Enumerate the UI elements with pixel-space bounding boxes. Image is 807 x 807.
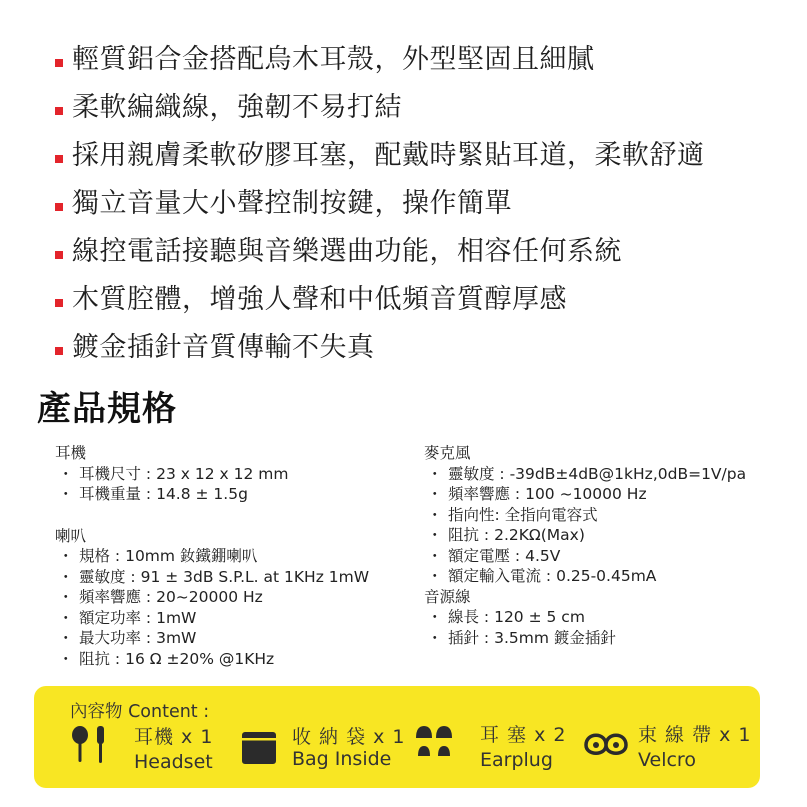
section-title-speaker: 喇叭 — [55, 526, 87, 545]
bullet-dot: ・ — [427, 526, 443, 544]
content-label-zh: 耳 塞 x 2 — [480, 724, 567, 746]
bullet-dot: ・ — [58, 464, 74, 483]
bullet-square — [55, 155, 63, 163]
spec-line — [424, 525, 804, 546]
spec-line — [55, 608, 415, 629]
section-title-cable: 音源線 — [424, 587, 471, 606]
bullet-square — [55, 59, 63, 67]
spec-text: 插針 : 3.5mm 鍍金插針 — [448, 628, 616, 647]
spec-text: 阻抗 : 2.2KΩ(Max) — [448, 526, 585, 544]
spec-line — [55, 649, 415, 670]
content-label-en: Earplug — [480, 749, 553, 771]
spec-text: 額定功率 : 1mW — [79, 608, 197, 627]
spec-column-right — [424, 443, 804, 648]
feature-item — [55, 224, 705, 272]
bag-icon — [240, 728, 280, 772]
spec-line — [55, 484, 415, 505]
bullet-dot: ・ — [427, 546, 443, 565]
feature-text: 獨立音量大小聲控制按鍵，操作簡單 — [72, 187, 512, 219]
feature-item — [55, 176, 705, 224]
feature-item — [55, 128, 705, 176]
feature-item — [55, 80, 705, 128]
bullet-dot: ・ — [427, 628, 443, 647]
content-label-en: Velcro — [638, 749, 696, 771]
bullet-dot: ・ — [58, 649, 74, 668]
content-item-velcro — [580, 724, 760, 776]
spec-text: 最大功率 : 3mW — [79, 629, 197, 647]
spec-text: 阻抗 : 16 Ω ±20% @1KHz — [79, 649, 275, 668]
spec-line — [424, 607, 804, 628]
feature-item — [55, 32, 705, 80]
spec-line — [55, 567, 415, 588]
content-label-zh: 耳機 x 1 — [134, 726, 214, 748]
contents-title: 內容物 Content : — [70, 702, 210, 722]
spec-text: 線長 : 120 ± 5 cm — [448, 608, 585, 626]
bullet-dot: ・ — [58, 547, 74, 565]
spec-line — [55, 546, 415, 567]
content-item-bag — [240, 724, 440, 776]
spec-text: 靈敏度 : 91 ± 3dB S.P.L. at 1KHz 1mW — [79, 567, 370, 586]
spec-text: 靈敏度 : -39dB±4dB@1kHz,0dB=1V/pa — [448, 464, 747, 483]
spec-text: 頻率響應 : 20~20000 Hz — [79, 588, 263, 606]
feature-text: 柔軟編織線，強韌不易打結 — [72, 91, 402, 123]
spec-text: 額定輸入電流 : 0.25-0.45mA — [448, 567, 657, 585]
content-label-zh: 收 納 袋 x 1 — [292, 726, 406, 748]
bullet-dot: ・ — [427, 608, 443, 626]
bullet-dot: ・ — [58, 567, 74, 586]
spec-text: 頻率響應 : 100 ~10000 Hz — [448, 485, 647, 503]
bullet-square — [55, 299, 63, 307]
feature-text: 採用親膚柔軟矽膠耳塞，配戴時緊貼耳道，柔軟舒適 — [72, 139, 705, 171]
content-label-zh: 束 線 帶 x 1 — [638, 724, 752, 746]
feature-text: 輕質鋁合金搭配烏木耳殼，外型堅固且細膩 — [72, 43, 595, 75]
bullet-square — [55, 347, 63, 355]
content-label-en: Bag Inside — [292, 748, 392, 770]
feature-text: 線控電話接聽與音樂選曲功能，相容任何系統 — [72, 235, 622, 267]
spec-text: 耳機尺寸 : 23 x 12 x 12 mm — [79, 464, 289, 483]
bullet-dot: ・ — [58, 629, 74, 647]
bullet-dot: ・ — [58, 608, 74, 627]
spec-line — [424, 464, 804, 485]
bullet-dot: ・ — [427, 485, 443, 503]
feature-item — [55, 320, 705, 368]
package-contents-box — [34, 686, 760, 788]
spec-line — [424, 566, 804, 587]
spec-line — [424, 628, 804, 649]
bullet-dot: ・ — [427, 567, 443, 585]
spec-line — [55, 464, 415, 485]
bullet-square — [55, 251, 63, 259]
bullet-square — [55, 203, 63, 211]
bullet-dot: ・ — [58, 588, 74, 606]
section-title-microphone: 麥克風 — [424, 444, 471, 462]
earphones-icon — [70, 724, 114, 768]
feature-text: 木質腔體，增強人聲和中低頻音質醇厚感 — [72, 283, 567, 315]
spec-line — [424, 484, 804, 505]
spec-column-left — [55, 443, 415, 669]
spec-line — [55, 587, 415, 608]
earplug-icon — [414, 724, 458, 764]
feature-text: 鍍金插針音質傳輸不失真 — [72, 331, 375, 363]
spec-text: 耳機重量 : 14.8 ± 1.5g — [79, 485, 248, 503]
feature-list — [55, 32, 705, 368]
spec-heading: 產品規格 — [37, 389, 177, 429]
bullet-dot: ・ — [58, 485, 74, 503]
spec-line — [424, 505, 804, 526]
feature-item — [55, 272, 705, 320]
content-item-earplug — [414, 724, 594, 776]
content-label-en: Headset — [134, 751, 213, 773]
spec-text: 規格 : 10mm 釹鐵錋喇叭 — [79, 547, 258, 565]
bullet-dot: ・ — [427, 464, 443, 483]
spec-text: 指向性: 全指向電容式 — [448, 505, 598, 524]
bullet-square — [55, 107, 63, 115]
spec-line — [55, 628, 415, 649]
bullet-dot: ・ — [427, 505, 443, 524]
section-title-earphone: 耳機 — [55, 444, 87, 462]
spec-text: 額定電壓 : 4.5V — [448, 546, 561, 565]
spec-line — [424, 546, 804, 567]
velcro-icon — [580, 724, 630, 764]
